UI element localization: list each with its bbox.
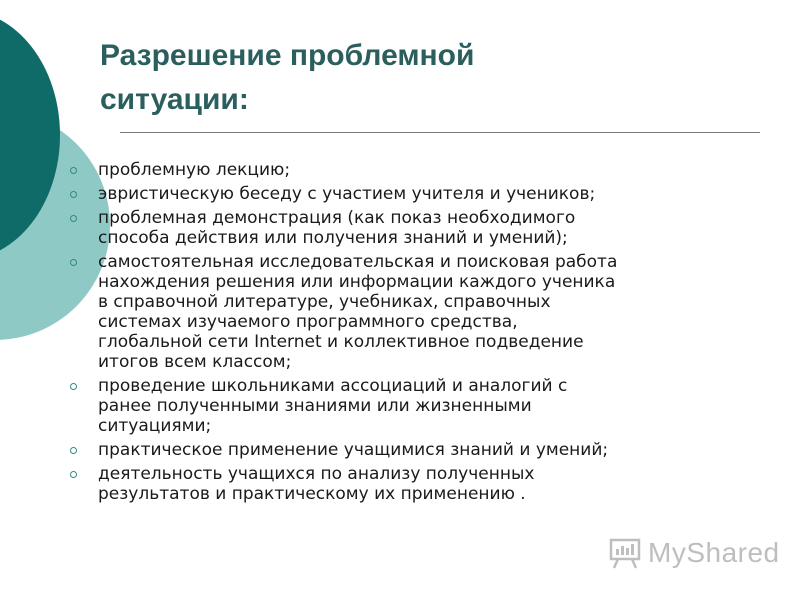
bullet-circle-icon: [70, 447, 77, 454]
bullet-circle-icon: [70, 191, 77, 198]
bullet-line: нахождения решения или информации каждого ученика: [98, 272, 616, 292]
bullet-circle-icon: [70, 215, 77, 222]
watermark-text: MyShared: [648, 537, 780, 568]
bullet-list: [70, 160, 730, 508]
bullet-item: [70, 376, 730, 436]
bullet-item: [70, 160, 730, 180]
bullet-line: в справочной литературе, учебниках, справочных: [98, 292, 551, 312]
presentation-board-icon: [608, 536, 642, 570]
bullet-circle-icon: [70, 471, 77, 478]
bullet-line: проблемная демонстрация (как показ необходимого: [98, 208, 576, 228]
title-divider: [120, 132, 760, 133]
bullet-item: [70, 208, 730, 248]
bullet-line: итогов всем классом;: [98, 352, 292, 372]
bullet-line: эвристическую беседу с участием учителя и учеников;: [98, 184, 596, 204]
bullet-item: [70, 252, 730, 372]
bullet-item: [70, 464, 730, 504]
bullet-line: практическое применение учащимися знаний и умений;: [98, 440, 609, 460]
title-line-1: Разрешение проблемной: [100, 39, 475, 72]
bullet-circle-icon: [70, 167, 77, 174]
bullet-line: проведение школьниками ассоциаций и аналогий с: [98, 376, 568, 396]
bullet-line: способа действия или получения знаний и умений);: [98, 228, 568, 248]
bullet-line: самостоятельная исследовательская и поисковая работа: [98, 252, 618, 272]
title-line-2: ситуации:: [100, 83, 249, 116]
bullet-line: результатов и практическому их применению .: [98, 484, 526, 504]
watermark: [608, 536, 780, 570]
bullet-line: проблемную лекцию;: [98, 160, 291, 180]
bullet-circle-icon: [70, 383, 77, 390]
bullet-line: ситуациями;: [98, 416, 212, 436]
bullet-item: [70, 184, 730, 204]
bullet-item: [70, 440, 730, 460]
bullet-line: ранее полученными знаниями или жизненными: [98, 396, 532, 416]
bullet-line: деятельность учащихся по анализу полученных: [98, 464, 535, 484]
bullet-line: системах изучаемого программного средства,: [98, 312, 518, 332]
bullet-circle-icon: [70, 259, 77, 266]
bullet-line: глобальной сети Internet и коллективное подведение: [98, 332, 584, 352]
slide-title: [100, 34, 700, 122]
